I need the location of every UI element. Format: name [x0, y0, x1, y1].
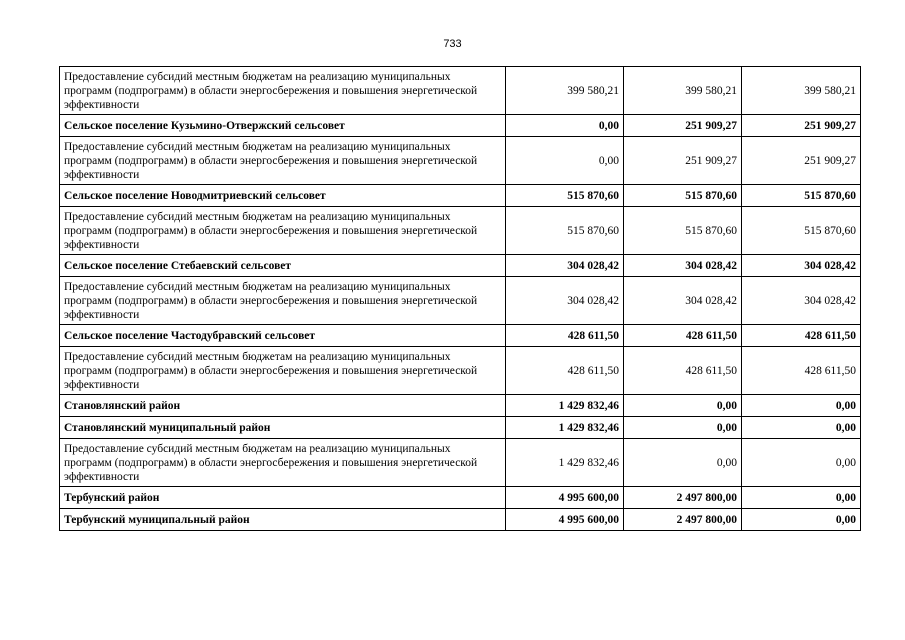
amount-col-1: 428 611,50 — [506, 325, 624, 347]
amount-col-2: 428 611,50 — [624, 325, 742, 347]
amount-col-3: 399 580,21 — [742, 67, 861, 115]
amount-col-1: 1 429 832,46 — [506, 417, 624, 439]
amount-col-3: 251 909,27 — [742, 115, 861, 137]
row-label: Сельское поселение Кузьмино-Отвержский сельсовет — [60, 115, 506, 137]
amount-col-1: 1 429 832,46 — [506, 395, 624, 417]
row-label: Сельское поселение Частодубравский сельсовет — [60, 325, 506, 347]
amount-col-1: 515 870,60 — [506, 185, 624, 207]
table-row-subtotal — [60, 115, 861, 137]
amount-col-3: 304 028,42 — [742, 277, 861, 325]
amount-col-3: 0,00 — [742, 439, 861, 487]
budget-table — [59, 66, 861, 531]
table-row-subtotal — [60, 395, 861, 417]
row-label: Предоставление субсидий местным бюджетам на реализацию муниципальных программ (подпрограмм) в области энергосбережения и повышения энергетической эффективности — [60, 439, 506, 487]
amount-col-2: 2 497 800,00 — [624, 509, 742, 531]
amount-col-2: 251 909,27 — [624, 115, 742, 137]
row-label: Тербунский район — [60, 487, 506, 509]
row-label: Сельское поселение Новодмитриевский сельсовет — [60, 185, 506, 207]
amount-col-2: 399 580,21 — [624, 67, 742, 115]
amount-col-3: 515 870,60 — [742, 185, 861, 207]
budget-table-body — [60, 67, 861, 531]
amount-col-1: 0,00 — [506, 115, 624, 137]
amount-col-2: 304 028,42 — [624, 255, 742, 277]
amount-col-3: 428 611,50 — [742, 347, 861, 395]
amount-col-2: 0,00 — [624, 417, 742, 439]
table-row — [60, 137, 861, 185]
table-row — [60, 67, 861, 115]
row-label: Предоставление субсидий местным бюджетам на реализацию муниципальных программ (подпрограмм) в области энергосбережения и повышения энергетической эффективности — [60, 277, 506, 325]
row-label: Предоставление субсидий местным бюджетам на реализацию муниципальных программ (подпрограмм) в области энергосбережения и повышения энергетической эффективности — [60, 207, 506, 255]
amount-col-3: 251 909,27 — [742, 137, 861, 185]
row-label: Становлянский муниципальный район — [60, 417, 506, 439]
row-label: Предоставление субсидий местным бюджетам на реализацию муниципальных программ (подпрограмм) в области энергосбережения и повышения энергетической эффективности — [60, 347, 506, 395]
table-row-subtotal — [60, 325, 861, 347]
amount-col-3: 0,00 — [742, 487, 861, 509]
amount-col-2: 428 611,50 — [624, 347, 742, 395]
amount-col-1: 399 580,21 — [506, 67, 624, 115]
amount-col-3: 428 611,50 — [742, 325, 861, 347]
table-row — [60, 439, 861, 487]
row-label: Предоставление субсидий местным бюджетам на реализацию муниципальных программ (подпрограмм) в области энергосбережения и повышения энергетической эффективности — [60, 67, 506, 115]
row-label: Тербунский муниципальный район — [60, 509, 506, 531]
amount-col-1: 304 028,42 — [506, 277, 624, 325]
row-label: Сельское поселение Стебаевский сельсовет — [60, 255, 506, 277]
table-row-subtotal — [60, 417, 861, 439]
table-row — [60, 277, 861, 325]
table-row-subtotal — [60, 185, 861, 207]
table-row — [60, 347, 861, 395]
table-row — [60, 207, 861, 255]
amount-col-3: 0,00 — [742, 417, 861, 439]
amount-col-3: 0,00 — [742, 509, 861, 531]
amount-col-2: 304 028,42 — [624, 277, 742, 325]
amount-col-3: 304 028,42 — [742, 255, 861, 277]
table-row-subtotal — [60, 487, 861, 509]
amount-col-2: 515 870,60 — [624, 207, 742, 255]
amount-col-3: 0,00 — [742, 395, 861, 417]
amount-col-1: 1 429 832,46 — [506, 439, 624, 487]
row-label: Становлянский район — [60, 395, 506, 417]
amount-col-2: 0,00 — [624, 395, 742, 417]
page-number: 733 — [443, 38, 462, 50]
amount-col-1: 515 870,60 — [506, 207, 624, 255]
amount-col-2: 515 870,60 — [624, 185, 742, 207]
row-label: Предоставление субсидий местным бюджетам на реализацию муниципальных программ (подпрограмм) в области энергосбережения и повышения энергетической эффективности — [60, 137, 506, 185]
amount-col-2: 2 497 800,00 — [624, 487, 742, 509]
amount-col-1: 0,00 — [506, 137, 624, 185]
table-row-subtotal — [60, 509, 861, 531]
amount-col-2: 0,00 — [624, 439, 742, 487]
amount-col-1: 4 995 600,00 — [506, 487, 624, 509]
amount-col-2: 251 909,27 — [624, 137, 742, 185]
amount-col-1: 428 611,50 — [506, 347, 624, 395]
table-row-subtotal — [60, 255, 861, 277]
amount-col-1: 4 995 600,00 — [506, 509, 624, 531]
amount-col-1: 304 028,42 — [506, 255, 624, 277]
amount-col-3: 515 870,60 — [742, 207, 861, 255]
